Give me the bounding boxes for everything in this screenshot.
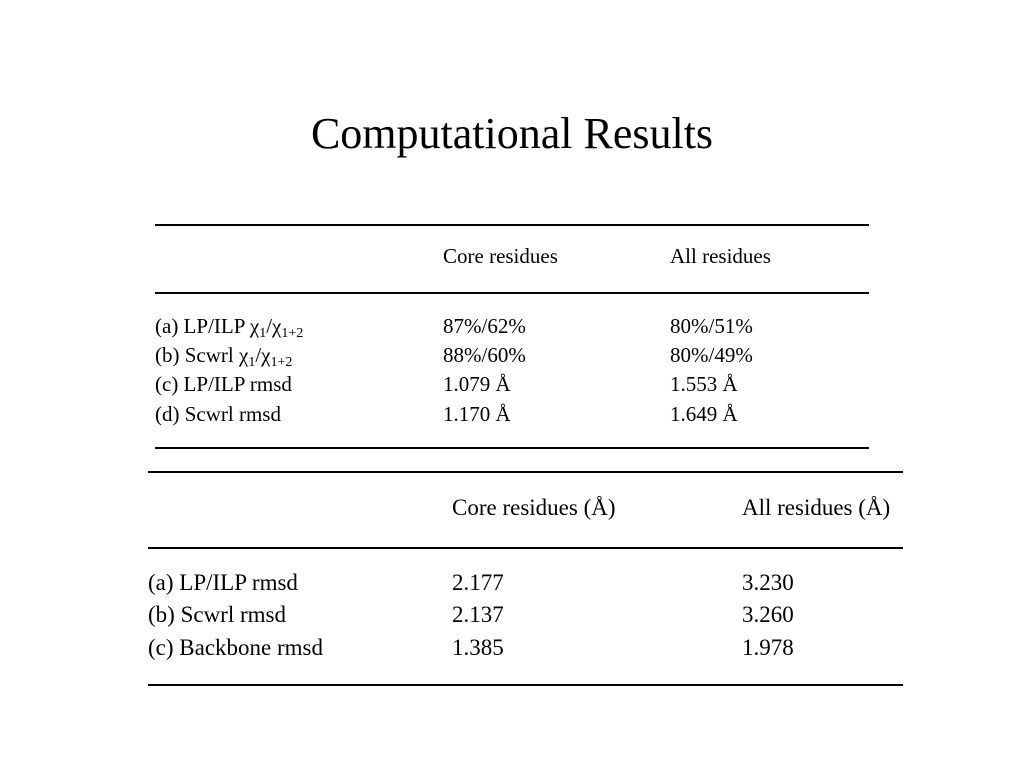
table-cell-core: 1.385 <box>452 635 504 660</box>
chi-symbol: χ <box>249 314 260 338</box>
row-label: (b) Scwrl rmsd <box>148 602 286 627</box>
table-header-rule <box>148 547 903 549</box>
chi-subscript: 1 <box>259 326 267 341</box>
table-cell-core: 87%/62% <box>443 314 526 338</box>
table-cell-core: 2.177 <box>452 570 504 595</box>
row-label: (d) Scwrl rmsd <box>155 402 281 426</box>
slide-title: Computational Results <box>310 109 714 158</box>
slash: / <box>266 314 273 338</box>
table-cell-all: 1.978 <box>742 635 794 660</box>
column-header-all: All residues (Å) <box>742 495 891 520</box>
table-header-rule <box>155 292 869 294</box>
column-header-core: Core residues (Å) <box>452 495 616 520</box>
chi-symbol: χ <box>261 343 271 367</box>
table-top-rule <box>148 471 903 473</box>
chi-subscript: 1+2 <box>281 326 304 341</box>
table-cell-all: 3.230 <box>742 570 794 595</box>
column-header-core: Core residues <box>443 244 558 268</box>
table-cell-core: 1.079 Å <box>443 372 511 396</box>
row-label-text: (b) Scwrl <box>155 343 234 367</box>
row-label: (c) Backbone rmsd <box>148 635 323 660</box>
table-cell-all: 80%/49% <box>670 343 753 367</box>
table-cell-core: 88%/60% <box>443 343 526 367</box>
table-cell-core: 2.137 <box>452 602 504 627</box>
table-cell-all: 1.649 Å <box>670 402 738 426</box>
table-cell-core: 1.170 Å <box>443 402 511 426</box>
table-bottom-rule <box>155 447 869 449</box>
row-label: (a) LP/ILP rmsd <box>148 570 298 595</box>
row-label: (c) LP/ILP rmsd <box>155 372 292 396</box>
slash: / <box>255 343 262 367</box>
column-header-all: All residues <box>670 244 771 268</box>
table-cell-all: 1.553 Å <box>670 372 738 396</box>
table-top-rule <box>155 224 869 226</box>
table-cell-all: 3.260 <box>742 602 794 627</box>
chi-symbol: χ <box>272 314 282 338</box>
chi-symbol: χ <box>238 343 249 367</box>
chi-subscript: 1+2 <box>270 355 293 370</box>
table-cell-all: 80%/51% <box>670 314 753 338</box>
table-bottom-rule <box>148 684 903 686</box>
chi-subscript: 1 <box>248 355 256 370</box>
row-label-text: (a) LP/ILP <box>155 314 245 338</box>
